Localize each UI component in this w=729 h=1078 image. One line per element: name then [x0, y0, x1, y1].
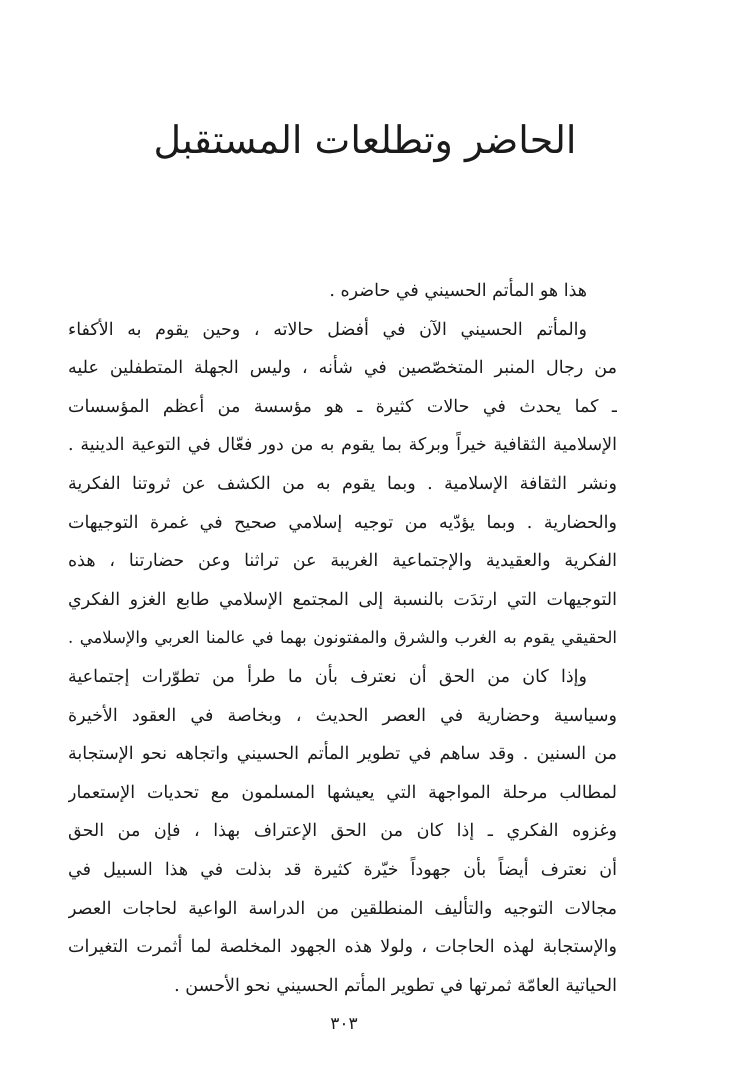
text-line: التوجيهات التي ارتدَت بالنسبة إلى المجتمع الإسلامي طابع الغزو الفكري [68, 589, 617, 610]
text-line: وغزوه الفكري ـ إذا كان من الحق الإعتراف بهذا ، فإن من الحق [68, 821, 617, 842]
text-line: مجالات التوجيه والتأليف المنطلقين من الدراسة الواعية لحاجات العصر [68, 898, 617, 919]
text-line: وسياسية وحضارية في العصر الحديث ، وبخاصة في العقود الأخيرة [68, 705, 617, 726]
chapter-title: الحاضر وتطلعات المستقبل [153, 118, 577, 162]
body-text [68, 272, 617, 1005]
text-line: والمأتم الحسيني الآن في أفضل حالاته ، وحين يقوم به الأكفاء [68, 319, 587, 340]
text-line: من السنين . وقد ساهم في تطوير المأتم الحسيني واتجاهه نحو الإستجابة [68, 744, 617, 765]
text-line: ـ كما يحدث في حالات كثيرة ـ هو مؤسسة من أعظم المؤسسات [68, 396, 617, 417]
text-line: الفكرية والعقيدية والإجتماعية الغريبة عن تراثنا وعن حضارتنا ، هذه [68, 551, 617, 572]
text-line: والحضارية . وبما يؤدّيه من توجيه إسلامي صحيح في غمرة التوجيهات [68, 512, 617, 533]
text-line: وإذا كان من الحق أن نعترف بأن ما طرأ من تطوّرات إجتماعية [68, 666, 587, 687]
text-line: أن نعترف أيضاً بأن جهوداً خيّرة كثيرة قد بذلت في هذا السبيل في [68, 859, 617, 880]
text-line: الإسلامية الثقافية خيراً وبركة بما يقوم به من دور فعّال في التوعية الدينية . [68, 435, 617, 456]
text-line: من رجال المنبر المتخصّصين في شأنه ، وليس الجهلة المتطفلين عليه [68, 358, 617, 379]
text-line: ونشر الثقافة الإسلامية . وبما يقوم به من الكشف عن ثروتنا الفكرية [68, 473, 617, 494]
page-number: ٣٠٣ [330, 1014, 358, 1034]
text-line: لمطالب مرحلة المواجهة التي يعيشها المسلمون مع تحديات الإستعمار [68, 782, 617, 803]
text-line: الحقيقي يقوم به الغرب والشرق والمفتونون بهما في عالمنا العربي والإسلامي . [68, 628, 617, 648]
text-line: الحياتية العامّة ثمرتها في تطوير المأتم الحسيني نحو الأحسن . [174, 975, 617, 996]
text-line: والإستجابة لهذه الحاجات ، ولولا هذه الجهود المخلصة لما أثمرت التغيرات [68, 937, 617, 958]
text-line: هذا هو المأتم الحسيني في حاضره . [329, 281, 587, 301]
